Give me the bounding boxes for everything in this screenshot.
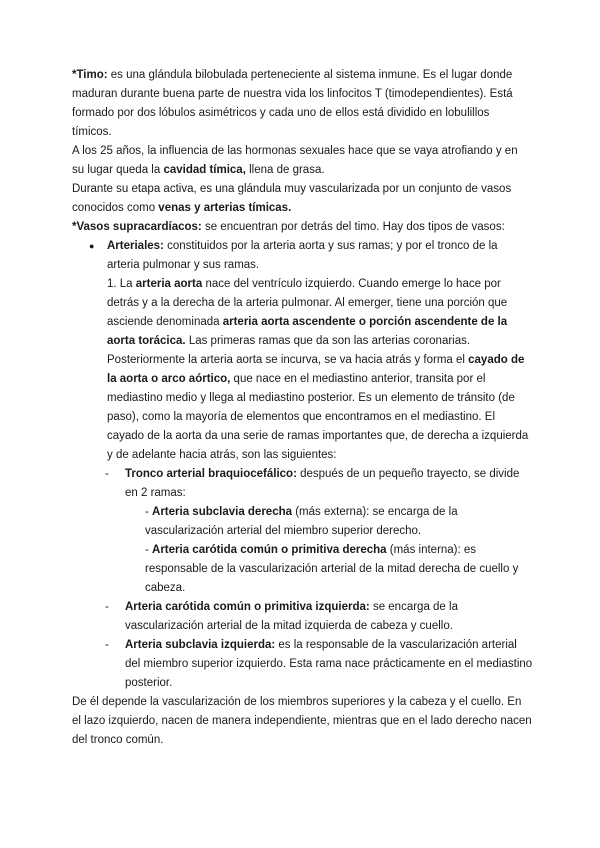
arteriales-term: Arteriales: (107, 240, 164, 252)
carotida-izquierda-term: Arteria carótida común o primitiva izquierda: (125, 601, 370, 613)
vasos-term: *Vasos supracardíacos: (72, 221, 202, 233)
closing-paragraph (72, 693, 532, 750)
aorta-ascendente-term: arteria aorta ascendente o porción ascendente de la aorta torácica. (107, 316, 508, 347)
atrofia-text: A los 25 años, la influencia de las hormonas sexuales hace que se vaya atrofiando y en su lugar queda la (72, 145, 518, 176)
aorta-text-1: 1. La (107, 278, 136, 290)
arteriales-text: constituidos por la arteria aorta y sus ramas; y por el tronco de la arteria pulmonar y sus ramas. (107, 240, 498, 271)
venas-arterias-term: venas y arterias tímicas. (158, 202, 292, 214)
timo-term: *Timo: (72, 69, 108, 81)
subclavia-derecha-text: (más externa): se encarga de la vascularización arterial del miembro superior derecho. (145, 506, 458, 537)
dash-marker: - (105, 601, 109, 613)
subclavia-izquierda-term: Arteria subclavia izquierda: (125, 639, 276, 651)
timo-paragraph (72, 66, 532, 142)
dash-marker: - (105, 639, 109, 651)
sub-dash: - (145, 544, 153, 556)
arteriales-bullet (89, 237, 533, 275)
subclavia-izquierda-text: es la responsable de la vascularización arterial del miembro superior izquierdo. Esta rama nace prácticamente en el mediastino posterior. (125, 639, 533, 689)
closing-text: De él depende la vascularización de los miembros superiores y la cabeza y el cuello. En el lazo izquierdo, nacen de manera independiente, mientras que en el lado derecho nacen del tronco común. (72, 696, 532, 746)
vascularizacion-text: Durante su etapa activa, es una glándula muy vascularizada por un conjunto de vasos conocidos como (72, 183, 512, 214)
timo-text: es una glándula bilobulada perteneciente al sistema inmune. Es el lugar donde maduran durante buena parte de nuestra vida los linfocitos T (timodependientes). Está formado por dos lóbulos asimétricos y cada uno de ellos está dividido en lobulillos tímicos. (72, 69, 513, 138)
bullet-icon: ● (89, 241, 95, 251)
carotida-derecha-text: (más interna): es responsable de la vascularización arterial de la mitad derecha de cuello y cabeza. (145, 544, 519, 594)
aorta-term: arteria aorta (135, 278, 203, 290)
dash-marker: - (105, 468, 109, 480)
carotida-izquierda-text: se encarga de la vascularización arterial de la mitad izquierda de cabeza y cuello. (125, 601, 458, 632)
aorta-text-3: Las primeras ramas que da son las arterias coronarias. Posteriormente la arteria aorta se incurva, se va hacia atrás y forma el (107, 335, 471, 366)
cayado-term: cayado de la aorta o arco aórtico, (107, 354, 525, 385)
braquiocefalico-text: después de un pequeño trayecto, se divide en 2 ramas: (125, 468, 520, 499)
aorta-text-4: que nace en el mediastino anterior, transita por el mediastino medio y llega al mediastino posterior. Es un elemento de tránsito (de paso), como la mayoría de elementos que encontramos en el mediastino. El cayado de la aorta da una serie de ramas importantes que, de derecha a izquierda y de adelante hacia atrás, son las siguientes: (107, 373, 529, 461)
carotida-derecha-item (145, 541, 530, 598)
subclavia-derecha-term: Arteria subclavia derecha (152, 506, 293, 518)
carotida-izquierda-item (105, 598, 535, 636)
sub-dash: - (145, 506, 153, 518)
aorta-paragraph (107, 275, 533, 465)
subclavia-derecha-item (145, 503, 530, 541)
vascularizacion-paragraph (72, 180, 532, 218)
braquiocefalico-term: Tronco arterial braquiocefálico: (125, 468, 297, 480)
atrofia-text-end: llena de grasa. (245, 164, 325, 176)
atrofia-paragraph (72, 142, 532, 180)
cavidad-timica-term: cavidad tímica, (163, 164, 246, 176)
subclavia-izquierda-item (105, 636, 535, 693)
vasos-text: se encuentran por detrás del timo. Hay dos tipos de vasos: (201, 221, 505, 233)
carotida-derecha-term: Arteria carótida común o primitiva derecha (152, 544, 387, 556)
aorta-text-2: nace del ventrículo izquierdo. Cuando emerge lo hace por detrás y a la derecha de la arteria pulmonar. Al emerger, tiene una porción que asciende denominada (107, 278, 508, 328)
vasos-paragraph (72, 218, 532, 237)
braquiocefalico-item (105, 465, 535, 503)
